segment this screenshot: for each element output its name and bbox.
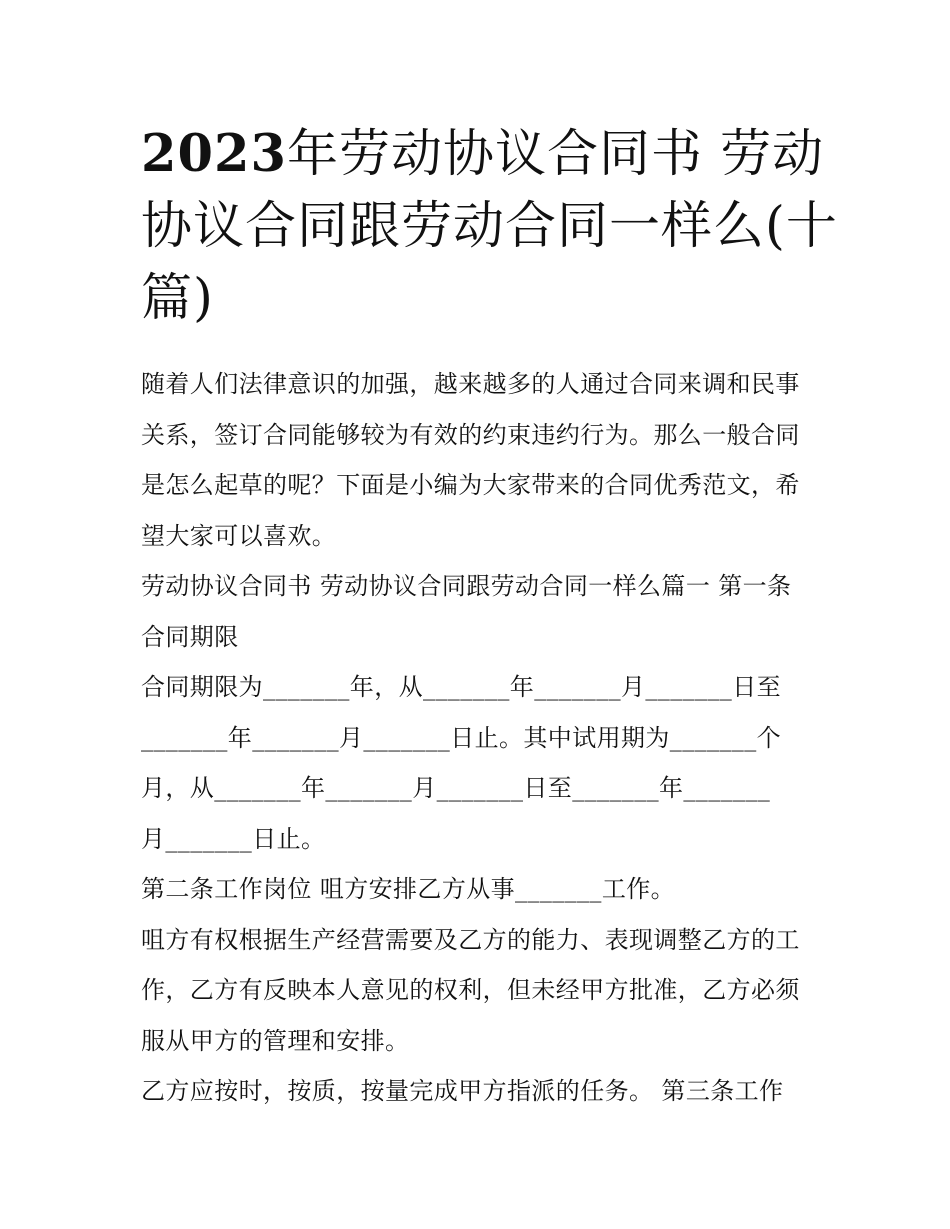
document-page — [141, 118, 838, 1117]
paragraph-line: 合同期限为_______年，从_______年_______月_______日至 — [141, 673, 781, 701]
title-line-1 — [141, 118, 825, 191]
paragraph-line: 月，从_______年_______月_______日至_______年_______ — [141, 774, 771, 802]
paragraph-line: 作，乙方有反映本人意见的权利，但未经甲方批准，乙方必须 — [141, 976, 800, 1004]
paragraph-line: 咀方有权根据生产经营需要及乙方的能力、表现调整乙方的工 — [141, 925, 800, 954]
paragraph-line: 第二条工作岗位 咀方安排乙方从事_______工作。 — [141, 875, 676, 903]
paragraph-intro — [141, 359, 813, 561]
paragraph-line: 月_______日止。 — [141, 824, 326, 853]
title-line-1-text: 年劳动协议合同书 劳动 — [286, 125, 825, 184]
paragraph-section-heading — [141, 561, 813, 662]
title-year: 2023 — [141, 124, 287, 184]
paragraph-adjustment — [141, 915, 813, 1067]
document-body — [141, 359, 813, 1117]
paragraph-line: _______年_______月_______日止。其中试用期为_______个 — [141, 723, 781, 752]
paragraph-line: 劳动协议合同书 劳动协议合同跟劳动合同一样么篇一 第一条 — [141, 572, 792, 600]
paragraph-article-2 — [141, 864, 813, 915]
document-title — [141, 118, 838, 335]
paragraph-line: 乙方应按时，按质，按量完成甲方指派的任务。 第三条工作 — [141, 1077, 784, 1105]
paragraph-line: 关系，签订合同能够较为有效的约束违约行为。那么一般合同 — [141, 420, 800, 449]
title-line-3: 篇) — [141, 269, 214, 328]
paragraph-contract-term — [141, 662, 813, 864]
paragraph-line: 随着人们法律意识的加强，越来越多的人通过合同来调和民事 — [141, 370, 800, 398]
paragraph-line: 望大家可以喜欢。 — [141, 521, 337, 550]
paragraph-line: 合同期限 — [141, 622, 239, 651]
title-line-2: 协议合同跟劳动合同一样么(十 — [141, 197, 838, 256]
paragraph-article-3 — [141, 1066, 813, 1117]
paragraph-line: 服从甲方的管理和安排。 — [141, 1026, 410, 1055]
paragraph-line: 是怎么起草的呢？下面是小编为大家带来的合同优秀范文，希 — [141, 471, 800, 499]
